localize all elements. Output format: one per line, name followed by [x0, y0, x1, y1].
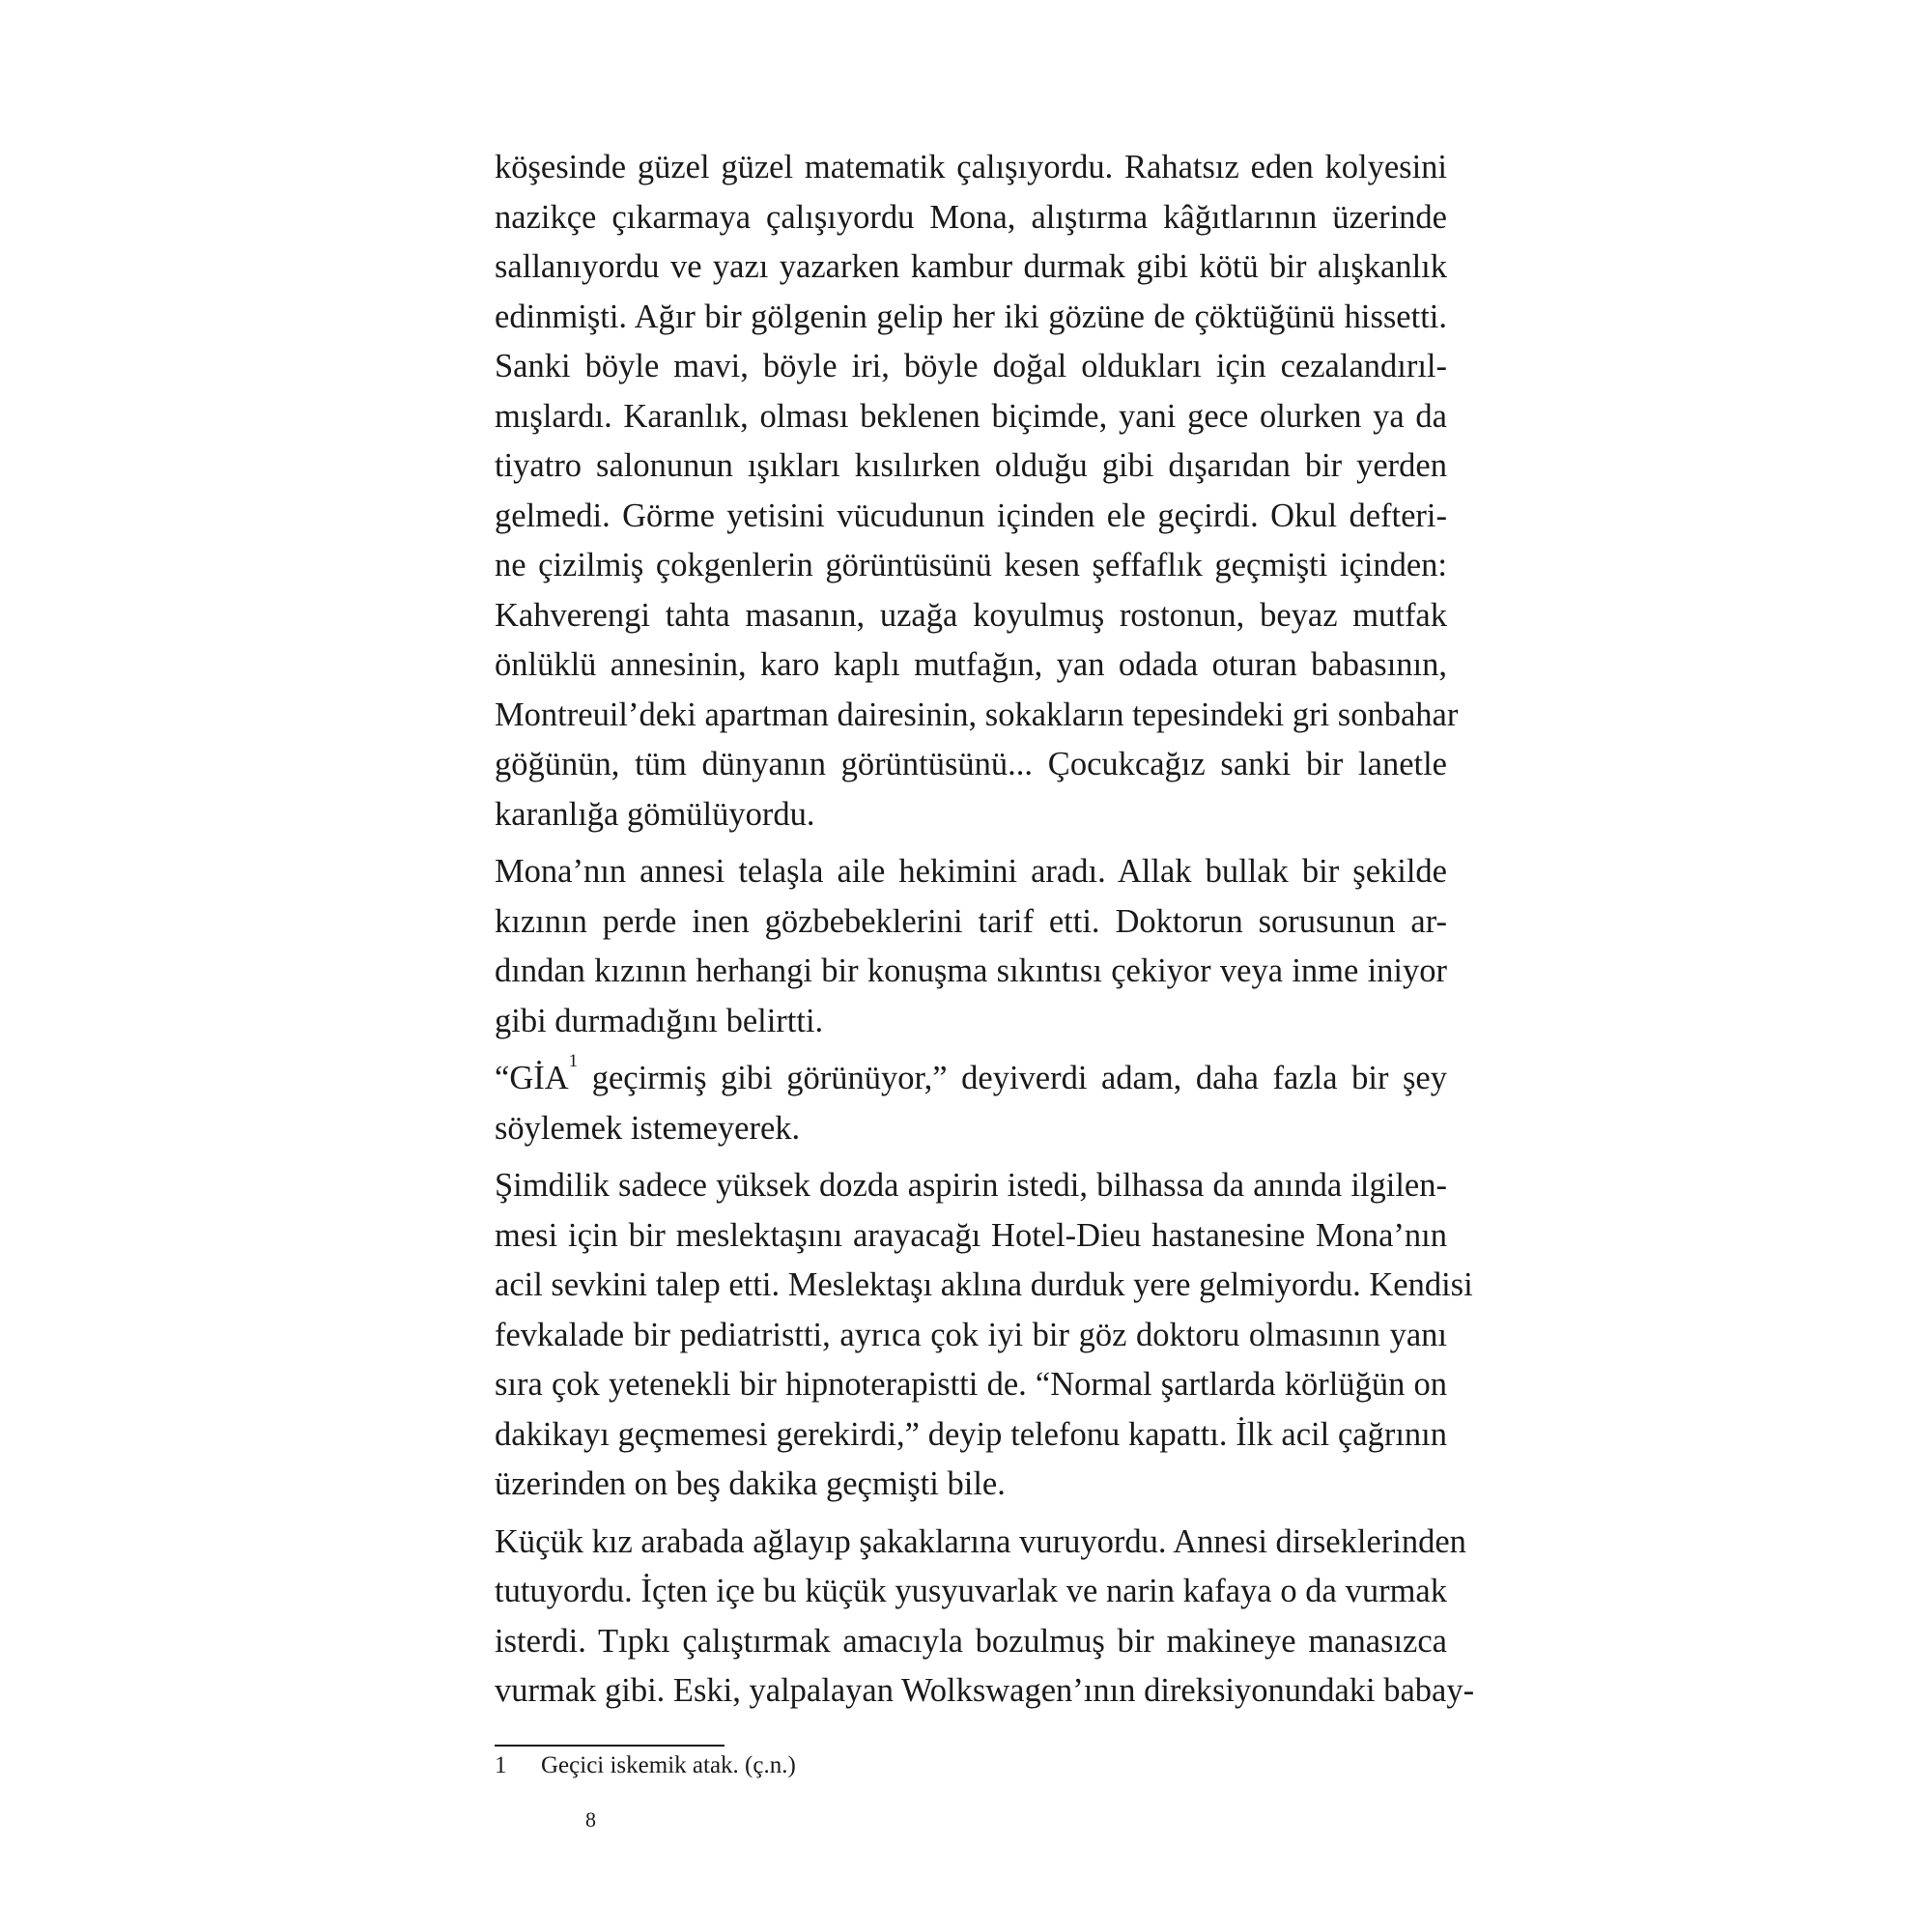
- quote-start: “GİA: [495, 1060, 569, 1096]
- text-line: Montreuil’deki apartman dairesinin, sokakların tepesindeki gri sonbahar: [495, 696, 1459, 733]
- text-line: önlüklü annesinin, karo kaplı mutfağın, yan odada oturan babasının,: [495, 646, 1447, 683]
- footnote-divider: [495, 1745, 724, 1747]
- text-line: [495, 1051, 1447, 1104]
- text-line: göğünün, tüm dünyanın görüntüsünü... Çocukcağız sanki bir lanetle: [495, 746, 1447, 782]
- text-line: mesi için bir meslektaşını arayacağı Hotel-Dieu hastanesine Mona’nın: [495, 1216, 1447, 1254]
- footnote: [495, 1750, 796, 1781]
- text-line: fevkalade bir pediatristti, ayrıca çok iyi bir göz doktoru olmasının yanı: [495, 1316, 1447, 1353]
- paragraph-2: [495, 847, 1447, 1046]
- text-line: vurmak gibi. Eski, yalpalayan Wolkswagen’ının direksiyonundaki babay-: [495, 1672, 1475, 1709]
- text-line: edinmişti. Ağır bir gölgenin gelip her iki gözüne de çöktüğünü hissetti.: [495, 298, 1447, 335]
- text-line: nazikçe çıkarmaya çalışıyordu Mona, alıştırma kâğıtlarının üzerinde: [495, 198, 1447, 236]
- paragraph-1: [495, 143, 1459, 839]
- text-line: üzerinden on beş dakika geçmişti bile.: [495, 1465, 1006, 1502]
- quote-continuation: geçirmiş gibi görünüyor,” deyiverdi adam, daha fazla bir şey: [578, 1060, 1447, 1096]
- text-line: köşesinde güzel güzel matematik çalışıyordu. Rahatsız eden kolyesini: [495, 149, 1447, 185]
- text-line: karanlığa gömülüyordu.: [495, 795, 815, 833]
- footnote-text: Geçici iskemik atak. (ç.n.): [541, 1752, 796, 1778]
- text-line: ne çizilmiş çokgenlerin görüntüsünü kesen şeffaflık geçmişti içinden:: [495, 547, 1447, 583]
- text-line: dından kızının herhangi bir konuşma sıkıntısı çekiyor veya inme iniyor: [495, 952, 1447, 989]
- text-line: kızının perde inen gözbebeklerini tarif etti. Doktorun sorusunun ar-: [495, 902, 1447, 940]
- text-line: gibi durmadığını belirtti.: [495, 1002, 824, 1039]
- page-number: 8: [585, 1807, 596, 1832]
- text-line: Sanki böyle mavi, böyle iri, böyle doğal oldukları için cezalandırıl-: [495, 348, 1447, 384]
- text-line: gelmedi. Görme yetisini vücudunun içinden ele geçirdi. Okul defteri-: [495, 497, 1447, 534]
- text-line: dakikayı geçmemesi gerekirdi,” deyip telefonu kapattı. İlk acil çağrının: [495, 1415, 1447, 1453]
- text-line: Küçük kız arabada ağlayıp şakaklarına vuruyordu. Annesi dirseklerinden: [495, 1522, 1466, 1560]
- text-line: Mona’nın annesi telaşla aile hekimini aradı. Allak bullak bir şekilde: [495, 853, 1447, 890]
- footnote-number: 1: [495, 1752, 507, 1778]
- text-line: sıra çok yetenekli bir hipnoterapistti de. “Normal şartlarda körlüğün on: [495, 1366, 1447, 1403]
- body-text: [495, 143, 1475, 1717]
- text-line: acil sevkini talep etti. Meslektaşı aklına durduk yere gelmiyordu. Kendisi: [495, 1266, 1473, 1303]
- text-line: sallanıyordu ve yazı yazarken kambur durmak gibi kötü bir alışkanlık: [495, 248, 1447, 285]
- paragraph-3: [495, 1051, 1447, 1153]
- text-line: Kahverengi tahta masanın, uzağa koyulmuş rostonun, beyaz mutfak: [495, 596, 1447, 634]
- text-line: mışlardı. Karanlık, olması beklenen biçimde, yani gece olurken ya da: [495, 397, 1447, 435]
- text-line: Şimdilik sadece yüksek dozda aspirin istedi, bilhassa da anında ilgilen-: [495, 1167, 1447, 1204]
- paragraph-5: [495, 1518, 1475, 1717]
- footnote-reference[interactable]: 1: [568, 1051, 579, 1071]
- text-line: isterdi. Tıpkı çalıştırmak amacıyla bozulmuş bir makineye manasızca: [495, 1622, 1447, 1660]
- text-line: tutuyordu. İçten içe bu küçük yusyuvarlak ve narin kafaya o da vurmak: [495, 1573, 1447, 1609]
- paragraph-4: [495, 1161, 1473, 1510]
- text-line: tiyatro salonunun ışıkları kısılırken olduğu gibi dışarıdan bir yerden: [495, 447, 1447, 484]
- text-line: söylemek istemeyerek.: [495, 1109, 801, 1147]
